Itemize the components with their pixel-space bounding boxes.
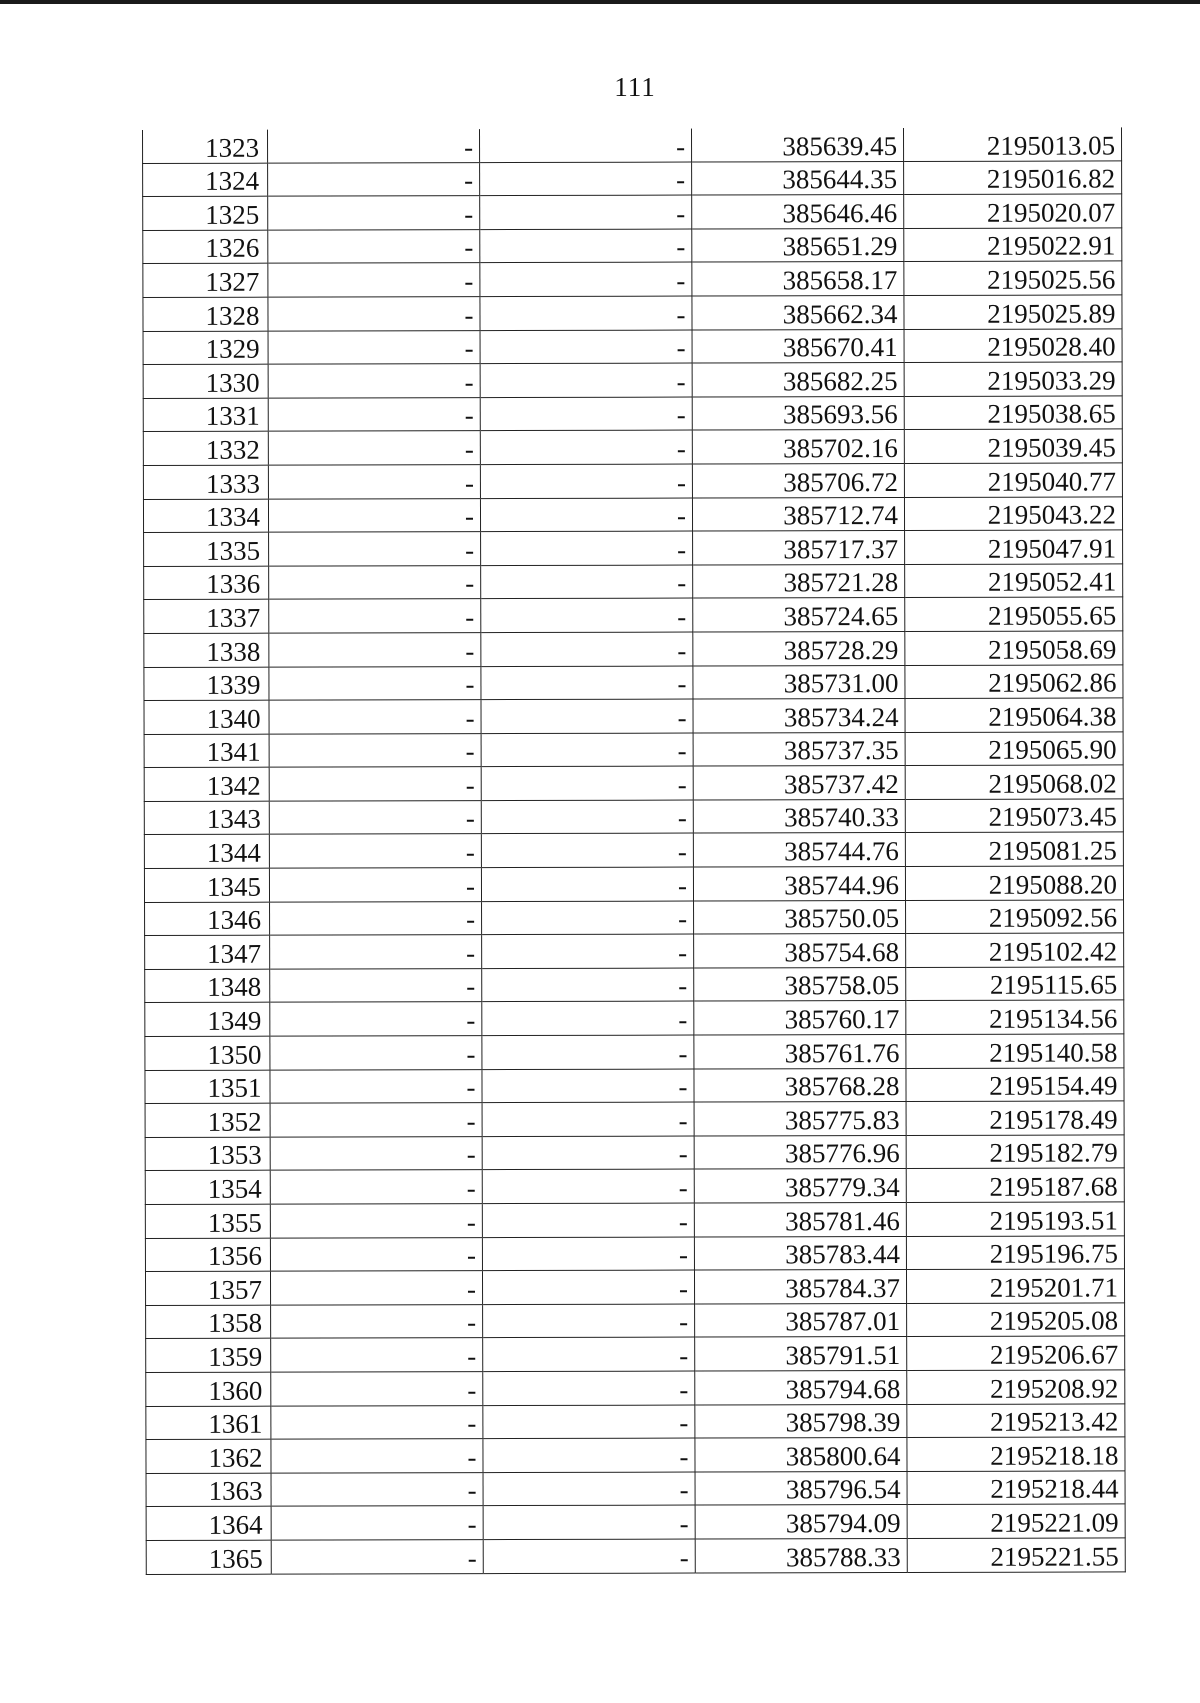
table-row (145, 933, 1124, 969)
point-number-cell: 1340 (144, 700, 269, 734)
point-number-cell: 1324 (143, 163, 268, 197)
empty-value-cell: - (267, 129, 479, 163)
empty-value-cell: - (480, 330, 692, 364)
point-number-cell: 1348 (145, 969, 270, 1003)
empty-value-cell: - (269, 868, 481, 902)
x-coordinate-cell: 385644.35 (692, 161, 904, 195)
empty-value-cell: - (269, 800, 481, 834)
empty-value-cell: - (271, 1338, 483, 1372)
point-number-cell: 1364 (146, 1507, 271, 1541)
y-coordinate-cell: 2195025.56 (904, 261, 1122, 295)
x-coordinate-cell: 385706.72 (692, 463, 904, 497)
y-coordinate-cell: 2195115.65 (906, 967, 1124, 1001)
table-row (143, 194, 1122, 230)
point-number-cell: 1345 (144, 868, 269, 902)
y-coordinate-cell: 2195218.18 (907, 1437, 1125, 1471)
empty-value-cell: - (481, 834, 693, 868)
y-coordinate-cell: 2195081.25 (905, 832, 1123, 866)
x-coordinate-cell: 385768.28 (694, 1068, 906, 1102)
y-coordinate-cell: 2195178.49 (906, 1101, 1124, 1135)
empty-value-cell: - (482, 1203, 694, 1237)
empty-value-cell: - (480, 498, 692, 532)
y-coordinate-cell: 2195052.41 (905, 564, 1123, 598)
table-row (145, 900, 1124, 936)
table-row (146, 1538, 1125, 1574)
empty-value-cell: - (270, 1036, 482, 1070)
point-number-cell: 1334 (143, 499, 268, 533)
x-coordinate-cell: 385724.65 (693, 598, 905, 632)
table-row (144, 832, 1123, 868)
y-coordinate-cell: 2195134.56 (906, 1000, 1124, 1034)
x-coordinate-cell: 385712.74 (692, 497, 904, 531)
empty-value-cell: - (482, 968, 694, 1002)
y-coordinate-cell: 2195187.68 (906, 1168, 1124, 1202)
point-number-cell: 1342 (144, 767, 269, 801)
point-number-cell: 1333 (143, 465, 268, 499)
y-coordinate-cell: 2195196.75 (906, 1236, 1124, 1270)
empty-value-cell: - (269, 565, 481, 599)
empty-value-cell: - (482, 1237, 694, 1271)
empty-value-cell: - (270, 1069, 482, 1103)
x-coordinate-cell: 385737.35 (693, 732, 905, 766)
x-coordinate-cell: 385779.34 (694, 1169, 906, 1203)
y-coordinate-cell: 2195022.91 (904, 228, 1122, 262)
table-row (145, 1168, 1124, 1204)
y-coordinate-cell: 2195025.89 (904, 295, 1122, 329)
x-coordinate-cell: 385794.09 (695, 1505, 907, 1539)
x-coordinate-cell: 385775.83 (694, 1102, 906, 1136)
y-coordinate-cell: 2195073.45 (905, 799, 1123, 833)
x-coordinate-cell: 385794.68 (695, 1370, 907, 1404)
empty-value-cell: - (268, 263, 480, 297)
table-row (143, 228, 1122, 264)
table-row (145, 1101, 1124, 1137)
empty-value-cell: - (481, 699, 693, 733)
y-coordinate-cell: 2195218.44 (907, 1471, 1125, 1505)
empty-value-cell: - (481, 800, 693, 834)
point-number-cell: 1353 (145, 1137, 270, 1171)
point-number-cell: 1332 (143, 432, 268, 466)
table-row (143, 295, 1122, 331)
table-row (144, 799, 1123, 835)
table-row (144, 664, 1123, 700)
empty-value-cell: - (269, 599, 481, 633)
x-coordinate-cell: 385670.41 (692, 329, 904, 363)
y-coordinate-cell: 2195040.77 (904, 463, 1122, 497)
empty-value-cell: - (480, 162, 692, 196)
point-number-cell: 1323 (143, 130, 268, 163)
empty-value-cell: - (269, 834, 481, 868)
empty-value-cell: - (483, 1405, 695, 1439)
empty-value-cell: - (268, 431, 480, 465)
x-coordinate-cell: 385646.46 (692, 195, 904, 229)
table-row (143, 328, 1122, 364)
table-row (143, 496, 1122, 532)
point-number-cell: 1350 (145, 1036, 270, 1070)
table-row (144, 631, 1123, 667)
y-coordinate-cell: 2195020.07 (904, 194, 1122, 228)
point-number-cell: 1331 (143, 398, 268, 432)
point-number-cell: 1358 (146, 1305, 271, 1339)
empty-value-cell: - (269, 633, 481, 667)
table-row (144, 866, 1123, 902)
y-coordinate-cell: 2195193.51 (906, 1202, 1124, 1236)
empty-value-cell: - (269, 700, 481, 734)
table-row (144, 530, 1123, 566)
x-coordinate-cell: 385760.17 (694, 1001, 906, 1035)
empty-value-cell: - (270, 901, 482, 935)
point-number-cell: 1360 (146, 1372, 271, 1406)
point-number-cell: 1328 (143, 297, 268, 331)
point-number-cell: 1337 (144, 599, 269, 633)
table-row (143, 362, 1122, 398)
empty-value-cell: - (483, 1304, 695, 1338)
point-number-cell: 1330 (143, 364, 268, 398)
table-row (145, 1000, 1124, 1036)
x-coordinate-cell: 385783.44 (694, 1236, 906, 1270)
empty-value-cell: - (270, 1002, 482, 1036)
empty-value-cell: - (268, 465, 480, 499)
y-coordinate-cell: 2195058.69 (905, 631, 1123, 665)
y-coordinate-cell: 2195182.79 (906, 1135, 1124, 1169)
y-coordinate-cell: 2195206.67 (907, 1336, 1125, 1370)
empty-value-cell: - (268, 364, 480, 398)
empty-value-cell: - (481, 867, 693, 901)
table-row (146, 1437, 1125, 1473)
empty-value-cell: - (270, 1170, 482, 1204)
empty-value-cell: - (480, 229, 692, 263)
table-row (143, 161, 1122, 197)
empty-value-cell: - (482, 1035, 694, 1069)
empty-value-cell: - (482, 1270, 694, 1304)
y-coordinate-cell: 2195033.29 (904, 362, 1122, 396)
y-coordinate-cell: 2195102.42 (906, 933, 1124, 967)
table-row (146, 1471, 1125, 1507)
empty-value-cell: - (270, 968, 482, 1002)
table-row (143, 396, 1122, 432)
coordinate-table (142, 127, 1126, 1574)
empty-value-cell: - (480, 296, 692, 330)
table-row (145, 1034, 1124, 1070)
empty-value-cell: - (483, 1539, 695, 1573)
y-coordinate-cell: 2195055.65 (905, 597, 1123, 631)
empty-value-cell: - (481, 766, 693, 800)
empty-value-cell: - (479, 129, 691, 163)
empty-value-cell: - (270, 935, 482, 969)
point-number-cell: 1339 (144, 667, 269, 701)
y-coordinate-cell: 2195028.40 (904, 328, 1122, 362)
table-row (145, 1135, 1124, 1171)
point-number-cell: 1341 (144, 734, 269, 768)
point-number-cell: 1346 (145, 902, 270, 936)
x-coordinate-cell: 385761.76 (694, 1035, 906, 1069)
empty-value-cell: - (483, 1438, 695, 1472)
table-row (143, 261, 1122, 297)
table-row (144, 564, 1123, 600)
empty-value-cell: - (482, 1069, 694, 1103)
empty-value-cell: - (268, 330, 480, 364)
y-coordinate-cell: 2195201.71 (906, 1269, 1124, 1303)
point-number-cell: 1356 (145, 1238, 270, 1272)
empty-value-cell: - (270, 1103, 482, 1137)
point-number-cell: 1335 (144, 532, 269, 566)
empty-value-cell: - (480, 195, 692, 229)
x-coordinate-cell: 385744.76 (693, 833, 905, 867)
table-row (146, 1403, 1125, 1439)
empty-value-cell: - (270, 1204, 482, 1238)
table-row (146, 1336, 1125, 1372)
empty-value-cell: - (269, 767, 481, 801)
empty-value-cell: - (481, 531, 693, 565)
empty-value-cell: - (482, 1136, 694, 1170)
point-number-cell: 1362 (146, 1439, 271, 1473)
point-number-cell: 1361 (146, 1406, 271, 1440)
x-coordinate-cell: 385717.37 (693, 531, 905, 565)
empty-value-cell: - (481, 632, 693, 666)
empty-value-cell: - (271, 1439, 483, 1473)
x-coordinate-cell: 385682.25 (692, 363, 904, 397)
y-coordinate-cell: 2195065.90 (905, 732, 1123, 766)
empty-value-cell: - (269, 733, 481, 767)
empty-value-cell: - (481, 733, 693, 767)
x-coordinate-cell: 385776.96 (694, 1135, 906, 1169)
x-coordinate-cell: 385740.33 (693, 799, 905, 833)
x-coordinate-cell: 385734.24 (693, 699, 905, 733)
x-coordinate-cell: 385744.96 (693, 867, 905, 901)
x-coordinate-cell: 385721.28 (693, 564, 905, 598)
table-row (145, 1236, 1124, 1272)
empty-value-cell: - (269, 666, 481, 700)
x-coordinate-cell: 385758.05 (694, 967, 906, 1001)
empty-value-cell: - (271, 1540, 483, 1574)
table-row (143, 429, 1122, 465)
empty-value-cell: - (270, 1237, 482, 1271)
point-number-cell: 1338 (144, 633, 269, 667)
table-row (144, 732, 1123, 768)
table-row (145, 967, 1124, 1003)
x-coordinate-cell: 385693.56 (692, 396, 904, 430)
y-coordinate-cell: 2195047.91 (905, 530, 1123, 564)
empty-value-cell: - (483, 1472, 695, 1506)
table-row (145, 1269, 1124, 1305)
point-number-cell: 1363 (146, 1473, 271, 1507)
y-coordinate-cell: 2195013.05 (903, 127, 1121, 161)
point-number-cell: 1355 (145, 1204, 270, 1238)
y-coordinate-cell: 2195205.08 (907, 1303, 1125, 1337)
table-row (146, 1504, 1125, 1540)
point-number-cell: 1354 (145, 1171, 270, 1205)
empty-value-cell: - (481, 565, 693, 599)
empty-value-cell: - (481, 666, 693, 700)
empty-value-cell: - (482, 901, 694, 935)
empty-value-cell: - (268, 397, 480, 431)
empty-value-cell: - (482, 1001, 694, 1035)
empty-value-cell: - (268, 196, 480, 230)
table-row (145, 1202, 1124, 1238)
point-number-cell: 1329 (143, 331, 268, 365)
x-coordinate-cell: 385731.00 (693, 665, 905, 699)
table-row (143, 127, 1122, 163)
table-row (144, 597, 1123, 633)
x-coordinate-cell: 385781.46 (694, 1203, 906, 1237)
y-coordinate-cell: 2195092.56 (906, 900, 1124, 934)
y-coordinate-cell: 2195062.86 (905, 664, 1123, 698)
y-coordinate-cell: 2195088.20 (905, 866, 1123, 900)
y-coordinate-cell: 2195038.65 (904, 396, 1122, 430)
point-number-cell: 1325 (143, 196, 268, 230)
x-coordinate-cell: 385728.29 (693, 631, 905, 665)
empty-value-cell: - (268, 162, 480, 196)
y-coordinate-cell: 2195068.02 (905, 765, 1123, 799)
empty-value-cell: - (483, 1505, 695, 1539)
empty-value-cell: - (269, 532, 481, 566)
x-coordinate-cell: 385754.68 (694, 934, 906, 968)
x-coordinate-cell: 385651.29 (692, 228, 904, 262)
page-number: 111 (614, 72, 656, 102)
point-number-cell: 1365 (146, 1540, 271, 1574)
x-coordinate-cell: 385750.05 (694, 900, 906, 934)
empty-value-cell: - (271, 1372, 483, 1406)
table-row (145, 1068, 1124, 1104)
table-row (144, 698, 1123, 734)
empty-value-cell: - (270, 1271, 482, 1305)
x-coordinate-cell: 385796.54 (695, 1471, 907, 1505)
empty-value-cell: - (270, 1136, 482, 1170)
x-coordinate-cell: 385662.34 (692, 295, 904, 329)
table-row (144, 765, 1123, 801)
y-coordinate-cell: 2195154.49 (906, 1068, 1124, 1102)
point-number-cell: 1359 (146, 1339, 271, 1373)
y-coordinate-cell: 2195016.82 (904, 161, 1122, 195)
y-coordinate-cell: 2195064.38 (905, 698, 1123, 732)
point-number-cell: 1351 (145, 1070, 270, 1104)
x-coordinate-cell: 385658.17 (692, 262, 904, 296)
x-coordinate-cell: 385639.45 (691, 128, 903, 162)
empty-value-cell: - (268, 498, 480, 532)
point-number-cell: 1326 (143, 230, 268, 264)
table-row (143, 463, 1122, 499)
empty-value-cell: - (482, 1169, 694, 1203)
y-coordinate-cell: 2195213.42 (907, 1403, 1125, 1437)
x-coordinate-cell: 385800.64 (695, 1438, 907, 1472)
y-coordinate-cell: 2195221.55 (907, 1538, 1125, 1572)
y-coordinate-cell: 2195221.09 (907, 1504, 1125, 1538)
empty-value-cell: - (480, 363, 692, 397)
point-number-cell: 1344 (144, 835, 269, 869)
empty-value-cell: - (271, 1506, 483, 1540)
empty-value-cell: - (480, 430, 692, 464)
empty-value-cell: - (483, 1337, 695, 1371)
x-coordinate-cell: 385788.33 (695, 1538, 907, 1572)
x-coordinate-cell: 385702.16 (692, 430, 904, 464)
x-coordinate-cell: 385798.39 (695, 1404, 907, 1438)
coordinate-table-body (143, 127, 1126, 1574)
empty-value-cell: - (268, 297, 480, 331)
empty-value-cell: - (482, 1102, 694, 1136)
scan-top-edge (0, 0, 1200, 4)
y-coordinate-cell: 2195039.45 (904, 429, 1122, 463)
empty-value-cell: - (480, 262, 692, 296)
y-coordinate-cell: 2195043.22 (904, 496, 1122, 530)
x-coordinate-cell: 385787.01 (695, 1303, 907, 1337)
empty-value-cell: - (483, 1371, 695, 1405)
empty-value-cell: - (481, 598, 693, 632)
point-number-cell: 1347 (145, 935, 270, 969)
point-number-cell: 1357 (145, 1271, 270, 1305)
empty-value-cell: - (271, 1304, 483, 1338)
table-row (146, 1303, 1125, 1339)
empty-value-cell: - (268, 229, 480, 263)
point-number-cell: 1349 (145, 1003, 270, 1037)
x-coordinate-cell: 385784.37 (694, 1270, 906, 1304)
point-number-cell: 1343 (144, 801, 269, 835)
x-coordinate-cell: 385791.51 (695, 1337, 907, 1371)
point-number-cell: 1336 (144, 566, 269, 600)
empty-value-cell: - (482, 934, 694, 968)
empty-value-cell: - (480, 464, 692, 498)
table-row (146, 1370, 1125, 1406)
y-coordinate-cell: 2195140.58 (906, 1034, 1124, 1068)
y-coordinate-cell: 2195208.92 (907, 1370, 1125, 1404)
point-number-cell: 1352 (145, 1103, 270, 1137)
empty-value-cell: - (480, 397, 692, 431)
empty-value-cell: - (271, 1472, 483, 1506)
empty-value-cell: - (271, 1405, 483, 1439)
x-coordinate-cell: 385737.42 (693, 766, 905, 800)
point-number-cell: 1327 (143, 264, 268, 298)
